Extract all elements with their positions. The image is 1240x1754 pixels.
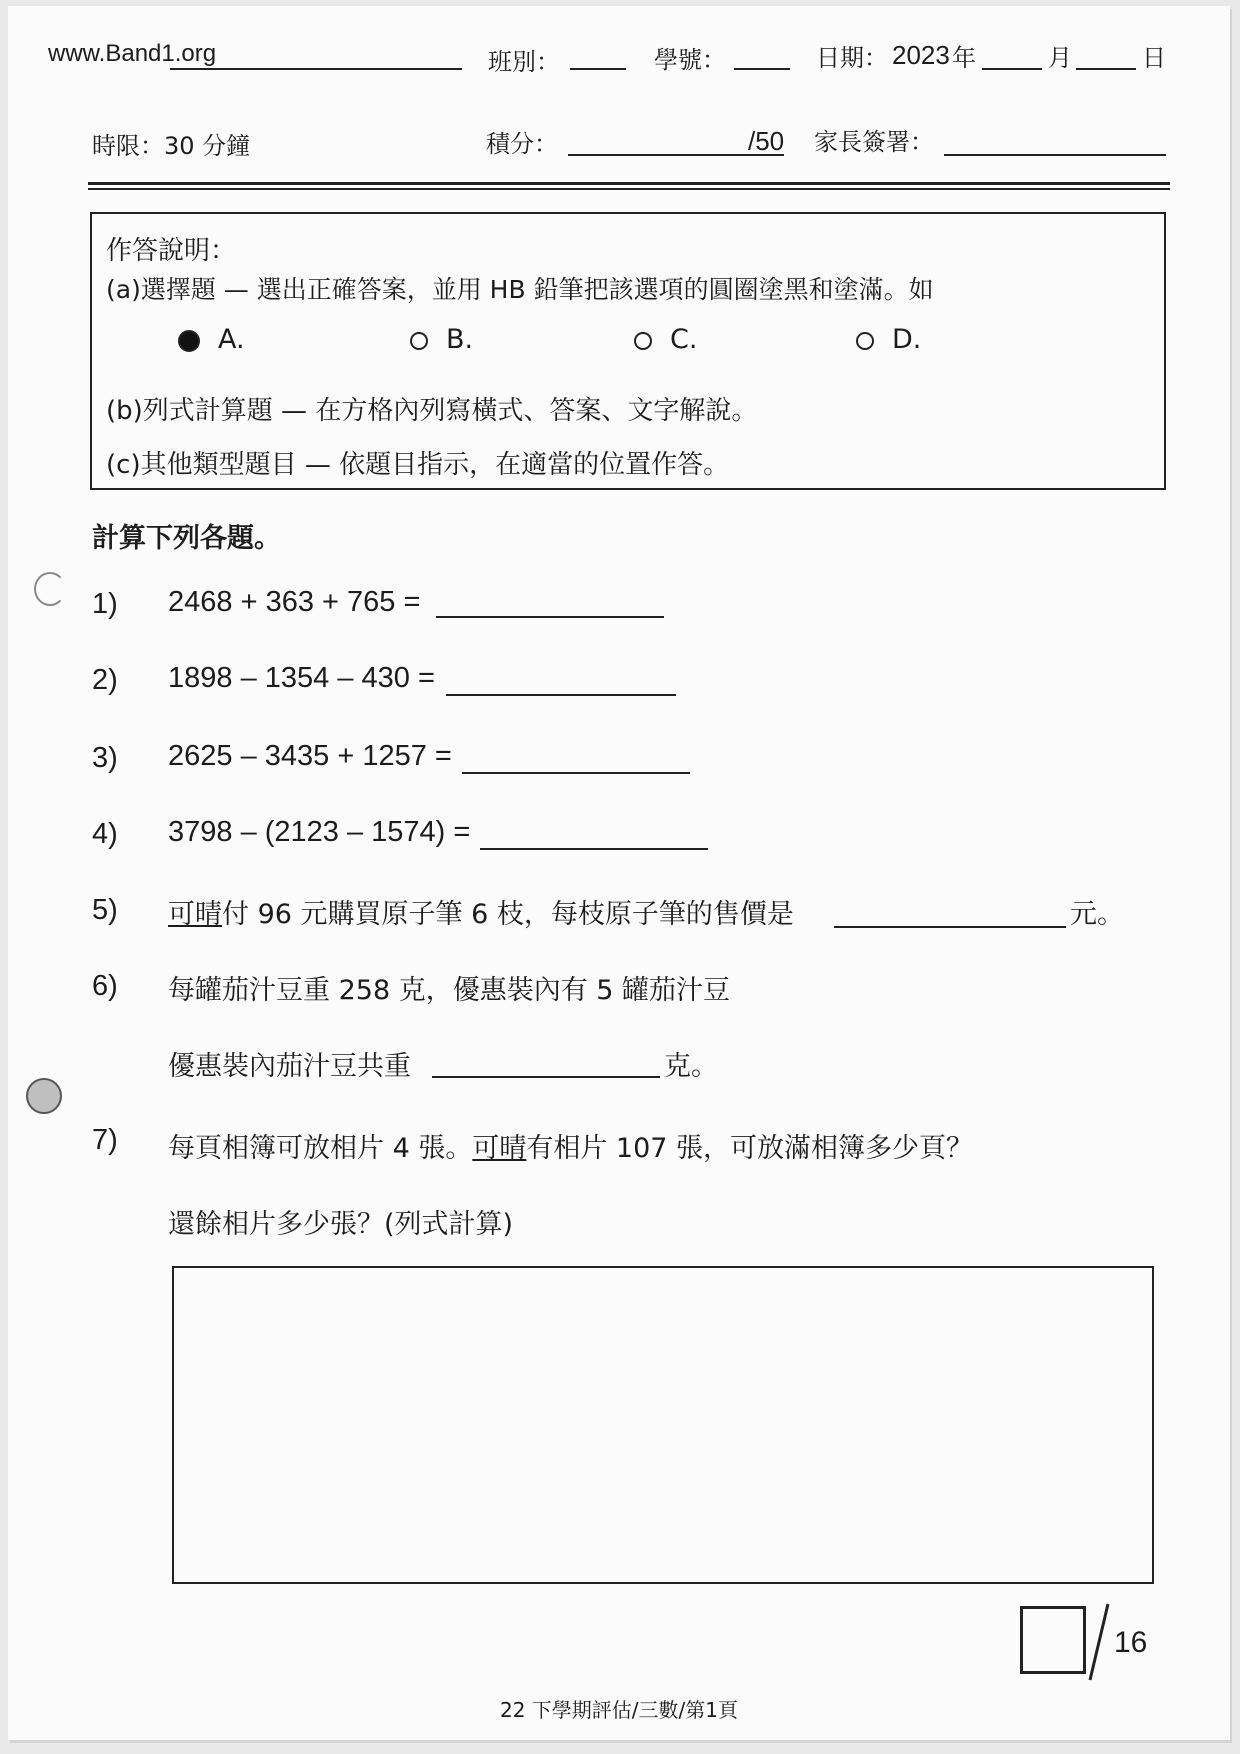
question-6-text-line2: 優惠裝內茄汁豆共重: [168, 1051, 411, 1082]
site-watermark: www.Band1.org: [48, 40, 217, 67]
option-a-label: A.: [218, 324, 245, 355]
option-d-label: D.: [892, 324, 922, 355]
parent-sign-line[interactable]: [944, 154, 1166, 156]
header-divider-inner: [88, 188, 1170, 190]
answer-line-1[interactable]: [436, 616, 664, 618]
question-number: 4): [92, 818, 118, 850]
question-4-equation: 3798 – (2123 – 1574) =: [168, 816, 471, 848]
time-limit: 時限：30 分鐘: [92, 132, 251, 160]
question-number: 1): [92, 588, 118, 620]
date-month-unit: 月: [1048, 44, 1072, 72]
answer-line-5[interactable]: [834, 926, 1066, 928]
question-7-part2: 有相片 107 張，可放滿相簿多少頁？: [526, 1133, 974, 1164]
instruction-c: (c)其他類型題目 — 依題目指示，在適當的位置作答。: [106, 450, 730, 480]
question-number: 2): [92, 664, 118, 696]
student-no-line[interactable]: [734, 68, 790, 70]
answer-line-3[interactable]: [462, 772, 690, 774]
parent-sign-label: 家長簽署：: [814, 128, 934, 156]
class-line[interactable]: [570, 68, 626, 70]
empty-circle-icon: [410, 332, 428, 350]
answer-line-4[interactable]: [480, 848, 708, 850]
punch-hole: [34, 572, 66, 606]
empty-circle-icon: [634, 332, 652, 350]
question-number: 6): [92, 970, 118, 1002]
question-5-text: [168, 892, 794, 931]
instructions-title: 作答說明：: [106, 236, 237, 266]
empty-circle-icon: [856, 332, 874, 350]
option-a: [178, 324, 245, 355]
answer-line-2[interactable]: [446, 694, 676, 696]
option-c: [634, 324, 697, 355]
question-6-unit: 克。: [664, 1051, 718, 1082]
score-label: 積分：: [486, 130, 558, 158]
question-6-text: 每罐茄汁豆重 258 克，優惠裝內有 5 罐茄汁豆: [168, 975, 731, 1006]
month-line[interactable]: [982, 68, 1042, 70]
class-label: 班別：: [488, 48, 560, 76]
question-5-body: 付 96 元購買原子筆 6 枝，每枝原子筆的售價是: [222, 899, 794, 930]
date-year-unit: 年: [952, 44, 976, 72]
question-number: 7): [92, 1124, 118, 1156]
answer-line-6[interactable]: [432, 1076, 660, 1078]
name-line[interactable]: [170, 68, 462, 70]
section-title: 計算下列各題。: [92, 523, 281, 554]
slash-mark: [1088, 1602, 1110, 1682]
person-name: 可晴: [472, 1133, 527, 1164]
option-b: [410, 324, 473, 355]
option-c-label: C.: [670, 324, 698, 355]
question-7-part1: 每頁相簿可放相片 4 張。: [168, 1133, 473, 1164]
person-name: 可晴: [168, 899, 222, 930]
student-no-label: 學號：: [654, 46, 726, 74]
question-2-equation: 1898 – 1354 – 430 =: [168, 662, 435, 694]
instruction-a: (a)選擇題 — 選出正確答案，並用 HB 鉛筆把該選項的圓圈塗黑和塗滿。如: [106, 275, 934, 304]
instructions-box: [90, 212, 1166, 490]
question-1-equation: 2468 + 363 + 765 =: [168, 586, 421, 618]
date-label: 日期：: [816, 44, 888, 72]
day-line[interactable]: [1076, 68, 1136, 70]
question-7-text: [168, 1126, 973, 1165]
date-day-unit: 日: [1142, 44, 1166, 72]
header-divider: [88, 182, 1170, 185]
punch-hole: [26, 1078, 62, 1114]
score-box-total: 16: [1114, 1626, 1148, 1659]
question-3-equation: 2625 – 3435 + 1257 =: [168, 740, 452, 772]
date-year: 2023: [892, 40, 950, 70]
option-b-label: B.: [446, 324, 474, 355]
question-number: 5): [92, 894, 118, 926]
question-number: 3): [92, 742, 118, 774]
question-7-text-line2: 還餘相片多少張？(列式計算): [168, 1209, 514, 1240]
answer-box[interactable]: [172, 1266, 1154, 1584]
question-5-unit: 元。: [1070, 899, 1124, 930]
instruction-b: (b)列式計算題 — 在方格內列寫橫式、答案、文字解說。: [106, 396, 758, 426]
option-d: [856, 324, 921, 355]
worksheet-page: [8, 6, 1230, 1740]
filled-circle-icon: [178, 330, 200, 352]
score-total: /50: [748, 126, 785, 156]
page-footer: 22 下學期評估/三數/第1頁: [499, 1698, 738, 1722]
score-box[interactable]: [1020, 1606, 1086, 1674]
